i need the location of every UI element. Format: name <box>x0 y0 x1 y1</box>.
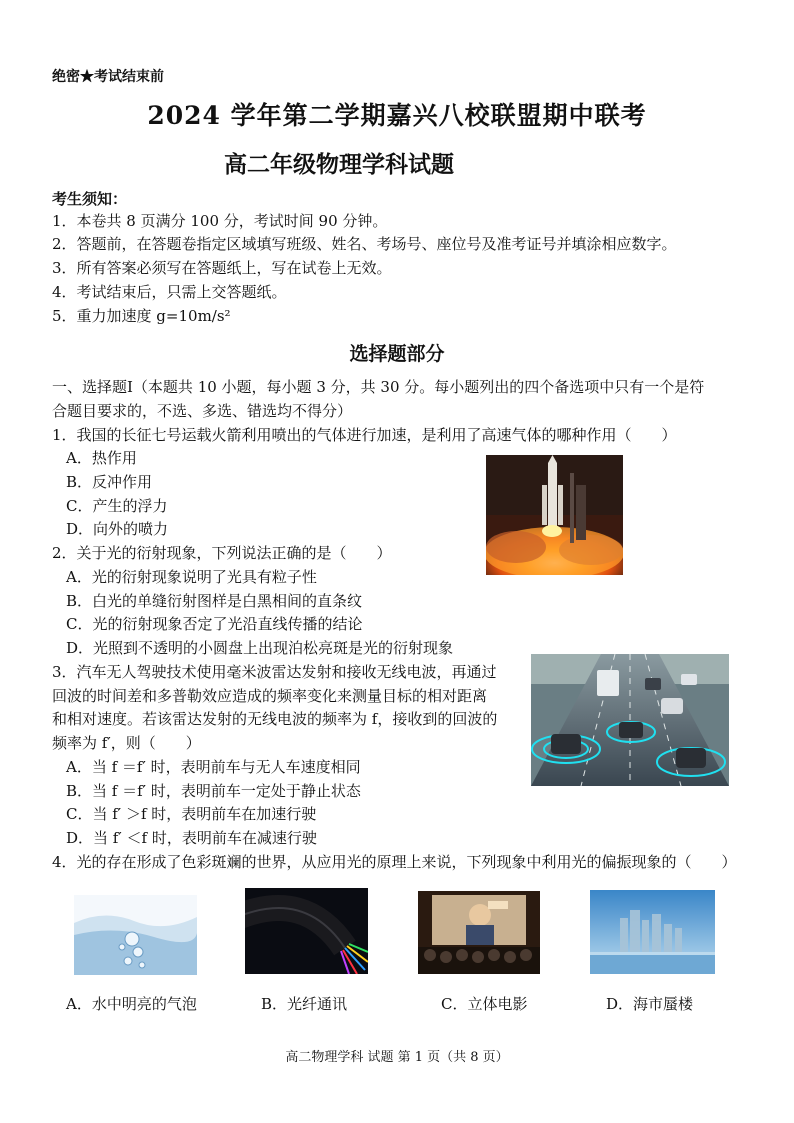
q2-option-a: A．光的衍射现象说明了光具有粒子性 <box>66 568 317 586</box>
q2-option-b: B．白光的单缝衍射图样是白黑相间的直条纹 <box>66 592 363 610</box>
3d-movie-image <box>418 891 540 974</box>
autonomous-driving-image <box>531 654 729 786</box>
confidential-mark: 绝密★考试结束前 <box>52 69 164 85</box>
q4-caption-c: C．立体电影 <box>441 995 528 1013</box>
q4-caption-d: D．海市蜃楼 <box>606 995 694 1013</box>
q3-option-d: D．当 f′ ＜f 时，表明前车在减速行驶 <box>66 829 317 847</box>
notice-item: 5．重力加速度 g=10m/s² <box>52 307 231 325</box>
q3-option-c: C．当 f′ ＞f 时，表明前车在加速行驶 <box>66 805 317 823</box>
rocket-launch-image <box>486 455 623 575</box>
notice-heading: 考生须知： <box>52 190 128 208</box>
question-3-stem: 和相对速度。若该雷达发射的无线电波的频率为 f，接收到的回波的 <box>52 710 498 728</box>
q3-option-b: B．当 f ＝f′ 时，表明前车一定处于静止状态 <box>66 782 361 800</box>
page-footer: 高二物理学科 试题 第 1 页（共 8 页） <box>285 1050 509 1065</box>
notice-item: 4．考试结束后，只需上交答题纸。 <box>52 283 287 301</box>
section-heading: 选择题部分 <box>349 343 445 365</box>
notice-item: 1．本卷共 8 页满分 100 分，考试时间 90 分钟。 <box>52 212 388 230</box>
question-3-stem: 3．汽车无人驾驶技术使用毫米波雷达发射和接收无线电波，再通过 <box>52 663 497 681</box>
exam-title: 2024 学年第二学期嘉兴八校联盟期中联考 <box>147 101 647 130</box>
q1-option-d: D．向外的喷力 <box>66 520 169 538</box>
q4-caption-b: B．光纤通讯 <box>261 995 348 1013</box>
q1-option-b: B．反冲作用 <box>66 473 153 491</box>
section-intro: 一、选择题Ⅰ（本题共 10 小题，每小题 3 分，共 30 分。每小题列出的四个备选项中只有一个是符 <box>52 378 705 396</box>
optical-fiber-image <box>245 888 368 974</box>
question-3-stem: 回波的时间差和多普勒效应造成的频率变化来测量目标的相对距离 <box>52 687 488 705</box>
exam-subtitle: 高二年级物理学科试题 <box>224 151 454 178</box>
notice-item: 2．答题前，在答题卷指定区域填写班级、姓名、考场号、座位号及准考证号并填涂相应数字。 <box>52 235 677 253</box>
question-1-stem: 1．我国的长征七号运载火箭利用喷出的气体进行加速，是利用了高速气体的哪种作用（ ） <box>52 426 677 444</box>
section-intro: 合题目要求的，不选、多选、错选均不得分） <box>52 402 353 420</box>
question-3-stem: 频率为 f′，则（ ） <box>52 734 201 752</box>
q1-option-c: C．产生的浮力 <box>66 497 168 515</box>
question-4-stem: 4．光的存在形成了色彩斑斓的世界，从应用光的原理上来说，下列现象中利用光的偏振现象的（ ） <box>52 853 737 871</box>
question-2-stem: 2．关于光的衍射现象，下列说法正确的是（ ） <box>52 544 392 562</box>
mirage-image <box>590 890 715 974</box>
q2-option-c: C．光的衍射现象否定了光沿直线传播的结论 <box>66 615 363 633</box>
q1-option-a: A．热作用 <box>66 449 137 467</box>
q4-caption-a: A．水中明亮的气泡 <box>66 995 197 1013</box>
q3-option-a: A．当 f ＝f′ 时，表明前车与无人车速度相同 <box>66 758 361 776</box>
notice-item: 3．所有答案必须写在答题纸上，写在试卷上无效。 <box>52 259 392 277</box>
water-bubble-image <box>74 895 197 975</box>
q2-option-d: D．光照到不透明的小圆盘上出现泊松亮斑是光的衍射现象 <box>66 639 454 657</box>
